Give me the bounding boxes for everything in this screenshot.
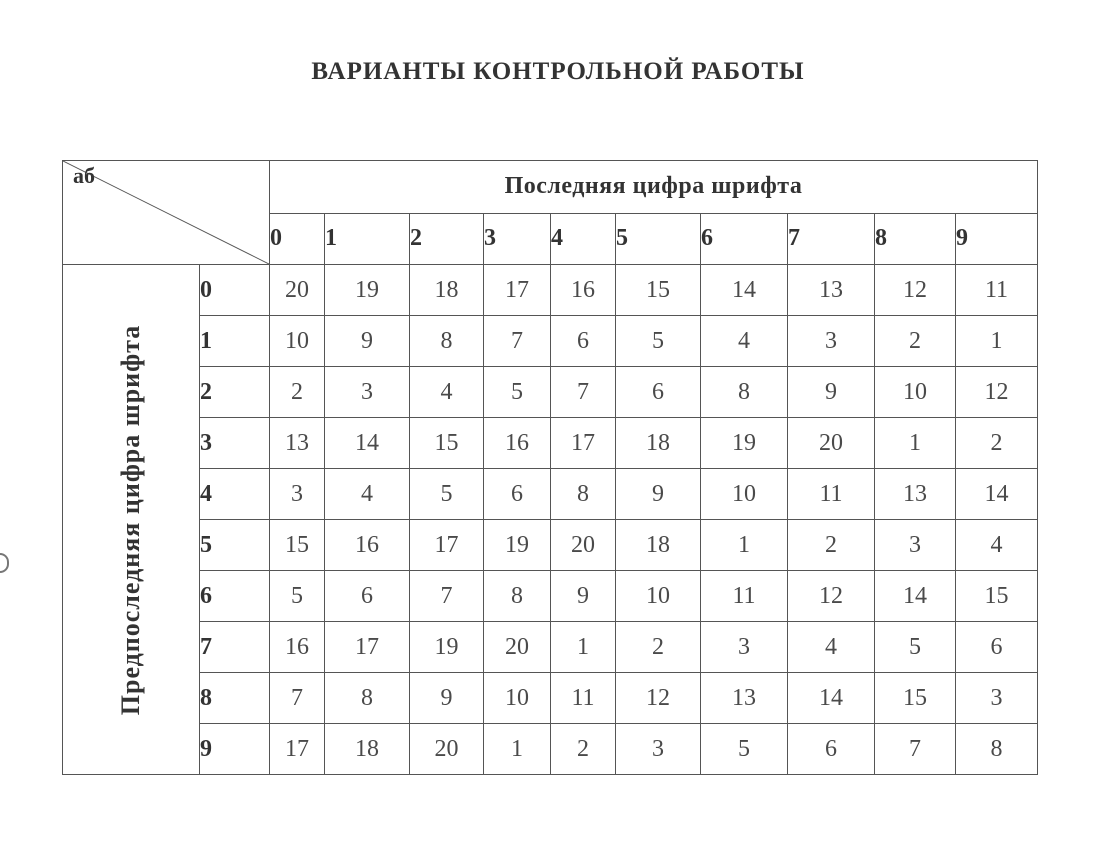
variant-cell: 3 xyxy=(875,520,956,571)
row-header-2: 2 xyxy=(200,367,270,418)
variant-cell: 6 xyxy=(788,724,875,775)
row-header-6: 6 xyxy=(200,571,270,622)
variant-cell: 8 xyxy=(551,469,616,520)
variant-cell: 12 xyxy=(788,571,875,622)
variant-cell: 14 xyxy=(788,673,875,724)
variant-cell: 16 xyxy=(551,265,616,316)
variant-cell: 20 xyxy=(551,520,616,571)
variant-cell: 5 xyxy=(875,622,956,673)
table-row xyxy=(63,571,1038,622)
variant-cell: 16 xyxy=(270,622,325,673)
variant-cell: 3 xyxy=(701,622,788,673)
variant-cell: 6 xyxy=(484,469,551,520)
variant-cell: 9 xyxy=(325,316,410,367)
variant-cell: 14 xyxy=(956,469,1038,520)
variant-cell: 8 xyxy=(956,724,1038,775)
variant-cell: 3 xyxy=(956,673,1038,724)
variant-cell: 8 xyxy=(410,316,484,367)
variant-cell: 4 xyxy=(956,520,1038,571)
variant-cell: 9 xyxy=(551,571,616,622)
variant-cell: 7 xyxy=(551,367,616,418)
variant-cell: 19 xyxy=(325,265,410,316)
row-group-label: Предпоследняя цифра шрифта xyxy=(116,324,145,715)
variant-cell: 6 xyxy=(325,571,410,622)
variant-cell: 18 xyxy=(616,418,701,469)
variant-cell: 3 xyxy=(788,316,875,367)
column-header-2: 2 xyxy=(410,213,484,265)
column-header-8: 8 xyxy=(875,213,956,265)
variant-cell: 2 xyxy=(270,367,325,418)
row-header-9: 9 xyxy=(200,724,270,775)
variant-cell: 18 xyxy=(616,520,701,571)
variant-cell: 1 xyxy=(484,724,551,775)
variant-cell: 15 xyxy=(616,265,701,316)
variant-cell: 17 xyxy=(270,724,325,775)
variant-cell: 6 xyxy=(956,622,1038,673)
column-header-3: 3 xyxy=(484,213,551,265)
table-row xyxy=(63,520,1038,571)
row-header-3: 3 xyxy=(200,418,270,469)
variant-cell: 1 xyxy=(875,418,956,469)
variant-cell: 10 xyxy=(270,316,325,367)
variant-cell: 15 xyxy=(956,571,1038,622)
table-row xyxy=(63,265,1038,316)
variant-cell: 9 xyxy=(410,673,484,724)
row-header-0: 0 xyxy=(200,265,270,316)
page-title: ВАРИАНТЫ КОНТРОЛЬНОЙ РАБОТЫ xyxy=(311,58,805,85)
variant-cell: 10 xyxy=(616,571,701,622)
column-group-header: Последняя цифра шрифта xyxy=(270,161,1038,214)
column-header-9: 9 xyxy=(956,213,1038,265)
table-row xyxy=(63,367,1038,418)
variant-cell: 3 xyxy=(616,724,701,775)
variant-cell: 5 xyxy=(484,367,551,418)
variant-cell: 2 xyxy=(616,622,701,673)
variant-cell: 3 xyxy=(325,367,410,418)
variant-cell: 9 xyxy=(788,367,875,418)
table-row xyxy=(63,316,1038,367)
variant-cell: 14 xyxy=(875,571,956,622)
column-header-4: 4 xyxy=(551,213,616,265)
column-header-7: 7 xyxy=(788,213,875,265)
variant-cell: 4 xyxy=(410,367,484,418)
variant-cell: 1 xyxy=(701,520,788,571)
variant-cell: 13 xyxy=(270,418,325,469)
variant-cell: 8 xyxy=(325,673,410,724)
row-header-5: 5 xyxy=(200,520,270,571)
variant-cell: 4 xyxy=(788,622,875,673)
variant-cell: 15 xyxy=(410,418,484,469)
variant-cell: 9 xyxy=(616,469,701,520)
variants-table xyxy=(62,160,1038,775)
variant-cell: 10 xyxy=(701,469,788,520)
variant-cell: 11 xyxy=(701,571,788,622)
variant-cell: 10 xyxy=(484,673,551,724)
variant-cell: 7 xyxy=(484,316,551,367)
column-header-0: 0 xyxy=(270,213,325,265)
column-header-5: 5 xyxy=(616,213,701,265)
variant-cell: 5 xyxy=(270,571,325,622)
variant-cell: 19 xyxy=(484,520,551,571)
variant-cell: 19 xyxy=(410,622,484,673)
table-row xyxy=(63,418,1038,469)
variant-cell: 6 xyxy=(616,367,701,418)
variant-cell: 1 xyxy=(956,316,1038,367)
variant-cell: 19 xyxy=(701,418,788,469)
row-header-4: 4 xyxy=(200,469,270,520)
variant-cell: 17 xyxy=(325,622,410,673)
variant-cell: 5 xyxy=(616,316,701,367)
row-header-7: 7 xyxy=(200,622,270,673)
variant-cell: 2 xyxy=(788,520,875,571)
row-group-header xyxy=(63,265,200,775)
variant-cell: 3 xyxy=(270,469,325,520)
scan-artifact-mark xyxy=(0,553,9,573)
variant-cell: 7 xyxy=(410,571,484,622)
column-header-1: 1 xyxy=(325,213,410,265)
corner-label: аб xyxy=(73,163,95,188)
table-row xyxy=(63,622,1038,673)
variant-cell: 11 xyxy=(956,265,1038,316)
variant-cell: 13 xyxy=(788,265,875,316)
variant-cell: 16 xyxy=(325,520,410,571)
variant-cell: 20 xyxy=(788,418,875,469)
variant-cell: 10 xyxy=(875,367,956,418)
variant-cell: 11 xyxy=(551,673,616,724)
variant-cell: 1 xyxy=(551,622,616,673)
variant-cell: 15 xyxy=(270,520,325,571)
variant-cell: 12 xyxy=(875,265,956,316)
variant-cell: 17 xyxy=(484,265,551,316)
variant-cell: 17 xyxy=(410,520,484,571)
variant-cell: 6 xyxy=(551,316,616,367)
variant-cell: 18 xyxy=(325,724,410,775)
table-row xyxy=(63,724,1038,775)
variant-cell: 8 xyxy=(701,367,788,418)
table-row xyxy=(63,673,1038,724)
corner-cell xyxy=(63,161,270,265)
variant-cell: 16 xyxy=(484,418,551,469)
variant-cell: 13 xyxy=(701,673,788,724)
table-row xyxy=(63,469,1038,520)
variant-cell: 2 xyxy=(551,724,616,775)
variant-cell: 18 xyxy=(410,265,484,316)
row-header-1: 1 xyxy=(200,316,270,367)
variant-cell: 12 xyxy=(956,367,1038,418)
variant-cell: 15 xyxy=(875,673,956,724)
variant-cell: 7 xyxy=(875,724,956,775)
row-header-8: 8 xyxy=(200,673,270,724)
variant-cell: 7 xyxy=(270,673,325,724)
variant-cell: 11 xyxy=(788,469,875,520)
variant-cell: 2 xyxy=(956,418,1038,469)
column-header-6: 6 xyxy=(701,213,788,265)
variant-cell: 17 xyxy=(551,418,616,469)
variant-cell: 4 xyxy=(325,469,410,520)
variant-cell: 20 xyxy=(270,265,325,316)
variant-cell: 12 xyxy=(616,673,701,724)
variant-cell: 13 xyxy=(875,469,956,520)
variant-cell: 5 xyxy=(410,469,484,520)
variant-cell: 20 xyxy=(410,724,484,775)
variant-cell: 2 xyxy=(875,316,956,367)
variant-cell: 14 xyxy=(701,265,788,316)
variant-cell: 8 xyxy=(484,571,551,622)
variant-cell: 14 xyxy=(325,418,410,469)
variant-cell: 5 xyxy=(701,724,788,775)
variant-cell: 4 xyxy=(701,316,788,367)
variant-cell: 20 xyxy=(484,622,551,673)
